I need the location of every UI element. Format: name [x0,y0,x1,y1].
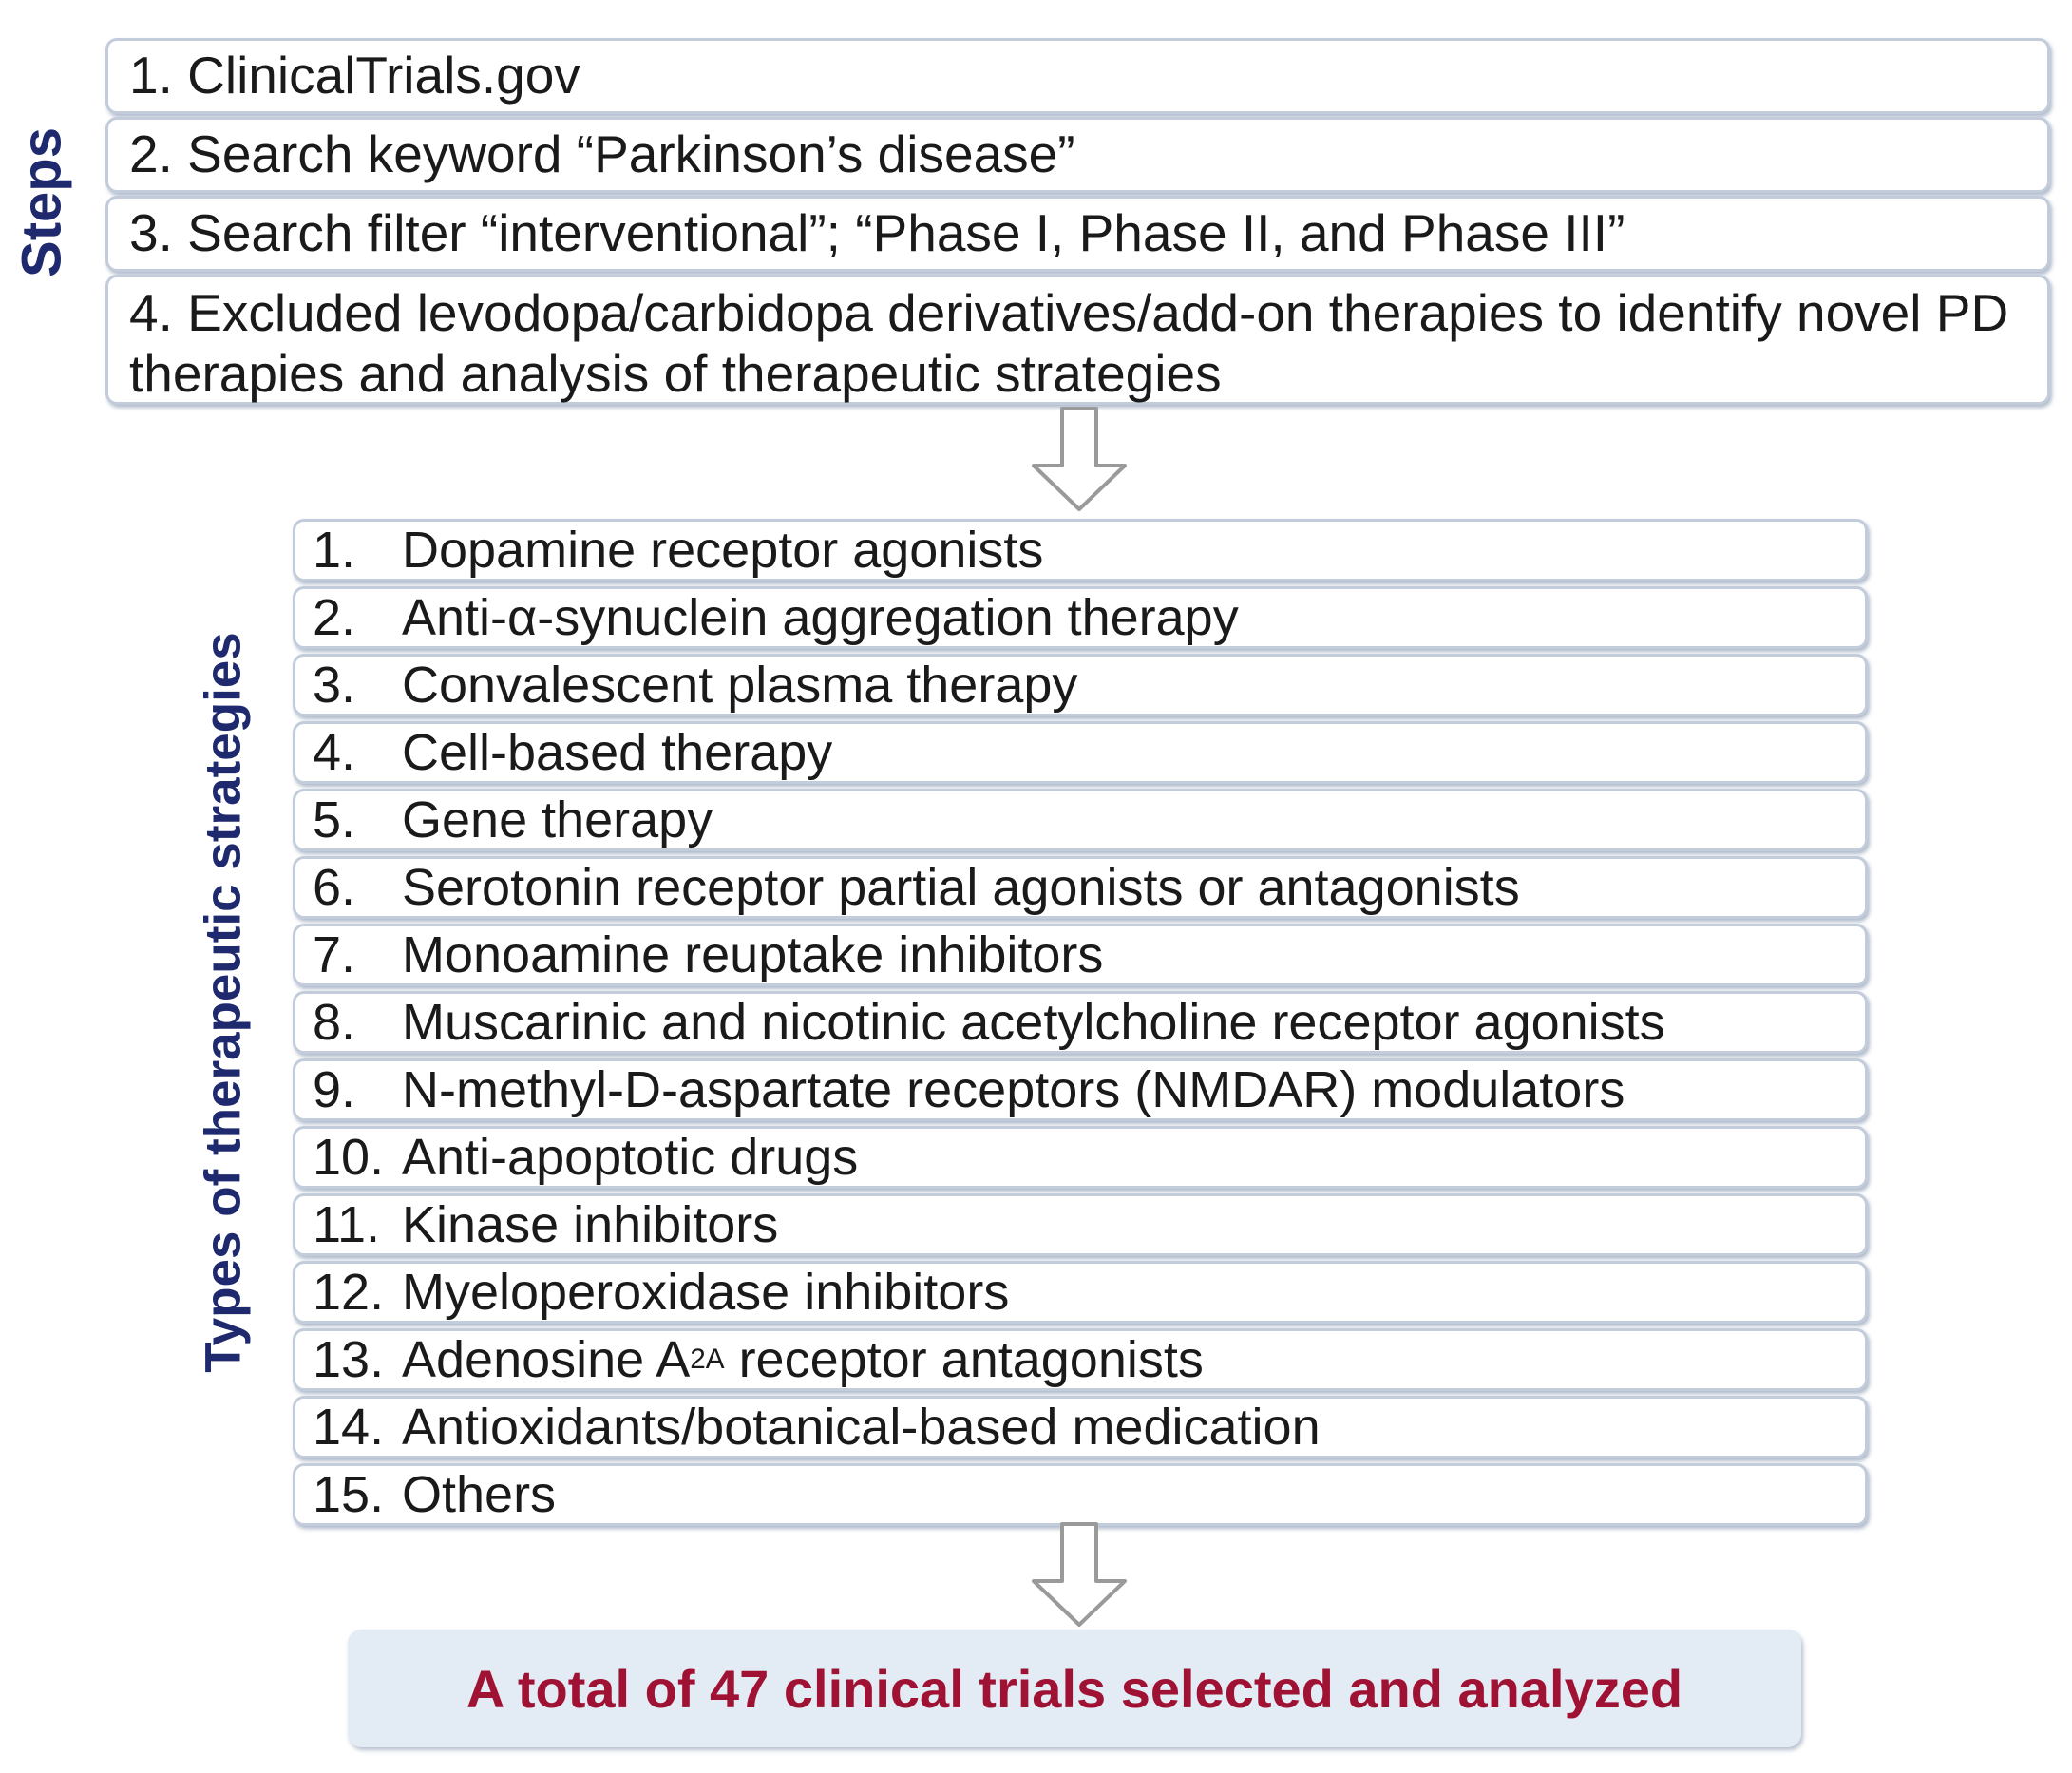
strategy-number: 13. [313,1330,385,1388]
strategy-label: Anti-α-synuclein aggregation therapy [402,588,1239,646]
strategy-item [293,654,1868,716]
step-text-3: 3. Search filter “interventional”; “Phase I, Phase II, and Phase III” [129,203,1625,263]
strategy-number: 11. [313,1195,381,1253]
total-summary-text: A total of 47 clinical trials selected and analyzed [466,1658,1683,1719]
strategy-item [293,1463,1868,1526]
down-arrow-icon [1030,1522,1129,1629]
strategy-number: 9. [313,1060,356,1118]
step-text-2: 2. Search keyword “Parkinson’s disease” [129,124,1075,184]
strategy-number: 6. [313,858,356,916]
strategy-item [293,519,1868,581]
strategy-item [293,991,1868,1054]
strategy-label: Gene therapy [402,791,713,848]
strategy-label: Kinase inhibitors [402,1195,779,1253]
strategy-number: 8. [313,993,356,1051]
strategy-item [293,721,1868,784]
step-box-2 [105,117,2050,193]
strategy-label: Antioxidants/botanical-based medication [402,1398,1321,1456]
strategy-item [293,924,1868,986]
strategy-label: Monoamine reuptake inhibitors [402,925,1104,983]
strategies-label: Types of therapeutic strategies [195,632,252,1373]
strategy-number: 15. [313,1465,385,1523]
strategy-item [293,1193,1868,1256]
strategy-label: Convalescent plasma therapy [402,656,1078,714]
strategy-label: Dopamine receptor agonists [402,521,1044,579]
step-box-4 [105,275,2050,405]
strategy-number: 12. [313,1263,385,1321]
strategy-label: Adenosine A [402,1330,691,1388]
strategy-item [293,1126,1868,1189]
strategy-label: Myeloperoxidase inhibitors [402,1263,1010,1321]
strategy-item [293,789,1868,851]
strategy-number: 4. [313,723,356,781]
strategy-item [293,1058,1868,1121]
strategy-number: 3. [313,656,356,714]
strategy-number: 1. [313,521,356,579]
strategy-number: 7. [313,925,356,983]
step-text-4: 4. Excluded levodopa/carbidopa derivatives/add-on therapies to identify novel PD therapies and analysis of therapeutic strategies [129,283,2009,403]
step-box-1 [105,38,2050,114]
strategy-item [293,1396,1868,1458]
down-arrow-icon [1030,407,1129,513]
strategy-number: 10. [313,1128,385,1186]
strategy-item [293,1261,1868,1324]
strategy-label: Anti-apoptotic drugs [402,1128,859,1186]
strategy-item [293,856,1868,919]
strategy-label: Serotonin receptor partial agonists or antagonists [402,858,1520,916]
step-text-1: 1. ClinicalTrials.gov [129,46,580,105]
steps-label: Steps [10,127,73,277]
strategy-label: Cell-based therapy [402,723,833,781]
strategy-label: Muscarinic and nicotinic acetylcholine receptor agonists [402,993,1665,1051]
step-box-3 [105,196,2050,272]
strategy-label: Others [402,1465,557,1523]
strategy-item [293,586,1868,649]
total-summary-box [348,1630,1801,1747]
strategy-item: 13. Adenosine A 2A receptor antagonists [293,1328,1868,1391]
strategy-label: N-methyl-D-aspartate receptors (NMDAR) modulators [402,1060,1625,1118]
strategy-label-tail: receptor antagonists [724,1330,1204,1388]
strategy-number: 2. [313,588,356,646]
strategy-number: 5. [313,791,356,848]
strategy-number: 14. [313,1398,385,1456]
